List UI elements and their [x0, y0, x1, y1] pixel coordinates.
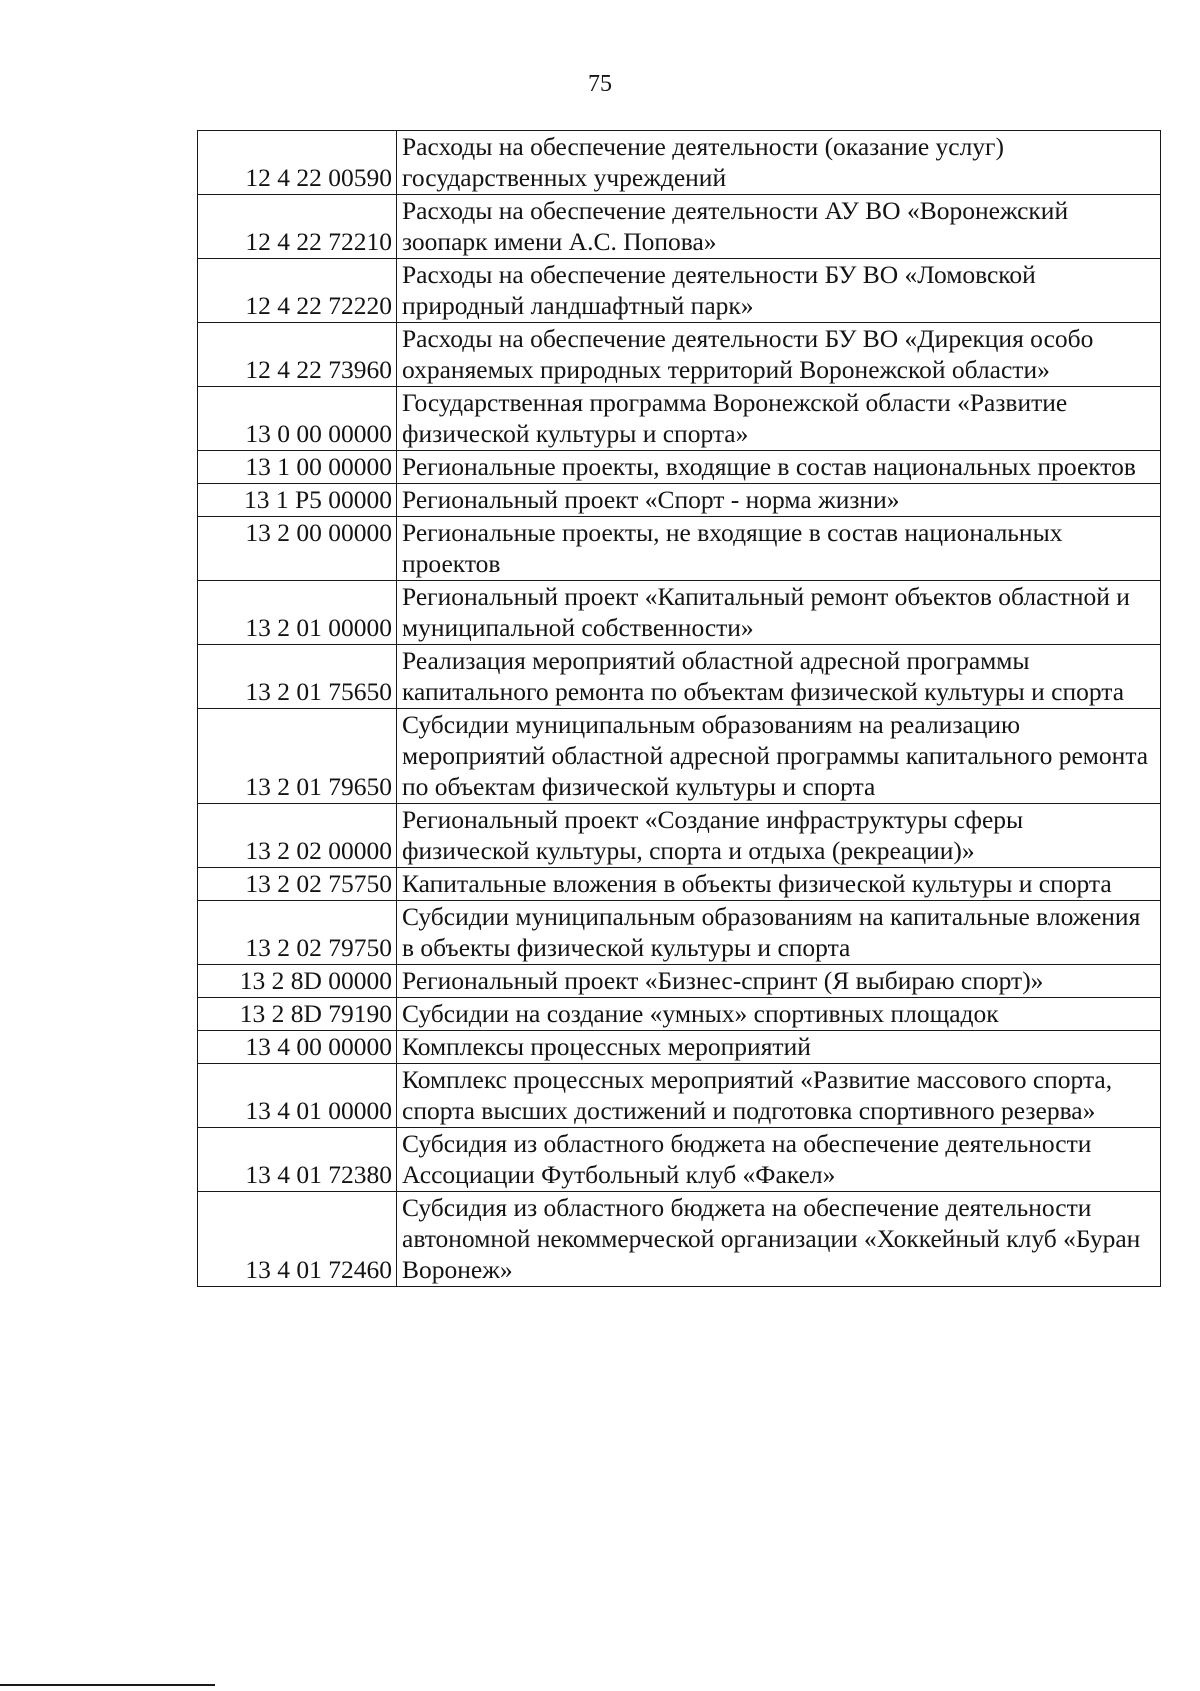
table-row — [198, 965, 1161, 998]
code-cell: 13 2 02 75750 — [198, 868, 397, 901]
description-cell: Капитальные вложения в объекты физической культуры и спорта — [397, 868, 1161, 901]
table-row — [198, 131, 1161, 195]
description-cell: Субсидия из областного бюджета на обеспечение деятельности Ассоциации Футбольный клуб «Факел» — [397, 1128, 1161, 1192]
table-row — [198, 323, 1161, 387]
code-cell: 13 1 00 00000 — [198, 451, 397, 484]
description-cell: Региональный проект «Спорт - норма жизни» — [397, 484, 1161, 517]
code-cell: 13 2 01 79650 — [198, 709, 397, 804]
description-cell: Региональный проект «Бизнес-спринт (Я выбираю спорт)» — [397, 965, 1161, 998]
table-body — [198, 131, 1161, 1287]
description-cell: Региональный проект «Капитальный ремонт объектов областной и муниципальной собственности» — [397, 581, 1161, 645]
code-cell: 13 2 01 75650 — [198, 645, 397, 709]
code-cell: 13 2 02 00000 — [198, 804, 397, 868]
description-cell: Региональные проекты, не входящие в состав национальных проектов — [397, 517, 1161, 581]
page-number: 75 — [588, 71, 612, 97]
table-row — [198, 195, 1161, 259]
table-row — [198, 581, 1161, 645]
description-cell: Субсидия из областного бюджета на обеспечение деятельности автономной некоммерческой организации «Хоккейный клуб «Буран Воронеж» — [397, 1192, 1161, 1287]
table-row — [198, 645, 1161, 709]
code-cell: 13 2 00 00000 — [198, 517, 397, 581]
description-cell: Региональные проекты, входящие в состав национальных проектов — [397, 451, 1161, 484]
table-row — [198, 484, 1161, 517]
description-cell: Расходы на обеспечение деятельности (оказание услуг) государственных учреждений — [397, 131, 1161, 195]
code-cell: 12 4 22 00590 — [198, 131, 397, 195]
code-cell: 12 4 22 72210 — [198, 195, 397, 259]
code-cell: 13 2 01 00000 — [198, 581, 397, 645]
description-cell: Расходы на обеспечение деятельности АУ ВО «Воронежский зоопарк имени А.С. Попова» — [397, 195, 1161, 259]
description-cell: Комплекс процессных мероприятий «Развитие массового спорта, спорта высших достижений и подготовка спортивного резерва» — [397, 1064, 1161, 1128]
code-cell: 13 4 01 72460 — [198, 1192, 397, 1287]
table-row — [198, 1128, 1161, 1192]
table-row — [198, 1031, 1161, 1064]
code-cell: 13 2 8D 79190 — [198, 998, 397, 1031]
description-cell: Региональный проект «Создание инфраструктуры сферы физической культуры, спорта и отдыха (рекреации)» — [397, 804, 1161, 868]
table-row — [198, 1192, 1161, 1287]
table-row — [198, 451, 1161, 484]
code-cell: 12 4 22 72220 — [198, 259, 397, 323]
table-row — [198, 1064, 1161, 1128]
code-cell: 13 1 P5 00000 — [198, 484, 397, 517]
description-cell: Расходы на обеспечение деятельности БУ ВО «Дирекция особо охраняемых природных территорий Воронежской области» — [397, 323, 1161, 387]
code-cell: 13 4 01 00000 — [198, 1064, 397, 1128]
description-cell: Государственная программа Воронежской области «Развитие физической культуры и спорта» — [397, 387, 1161, 451]
code-cell: 13 4 00 00000 — [198, 1031, 397, 1064]
table-row — [198, 709, 1161, 804]
table-row — [198, 387, 1161, 451]
description-cell: Расходы на обеспечение деятельности БУ ВО «Ломовской природный ландшафтный парк» — [397, 259, 1161, 323]
code-cell: 13 4 01 72380 — [198, 1128, 397, 1192]
description-cell: Субсидии на создание «умных» спортивных площадок — [397, 998, 1161, 1031]
footer-rule — [0, 1684, 215, 1686]
table-row — [198, 868, 1161, 901]
description-cell: Комплексы процессных мероприятий — [397, 1031, 1161, 1064]
code-cell: 13 2 02 79750 — [198, 901, 397, 965]
description-cell: Субсидии муниципальным образованиям на капитальные вложения в объекты физической культуры и спорта — [397, 901, 1161, 965]
code-cell: 12 4 22 73960 — [198, 323, 397, 387]
code-cell: 13 2 8D 00000 — [198, 965, 397, 998]
description-cell: Реализация мероприятий областной адресной программы капитального ремонта по объектам физической культуры и спорта — [397, 645, 1161, 709]
description-cell: Субсидии муниципальным образованиям на реализацию мероприятий областной адресной программы капитального ремонта по объектам физической культуры и спорта — [397, 709, 1161, 804]
table-row — [198, 804, 1161, 868]
table-row — [198, 517, 1161, 581]
table-row — [198, 259, 1161, 323]
code-cell: 13 0 00 00000 — [198, 387, 397, 451]
table-row — [198, 998, 1161, 1031]
budget-code-table — [197, 130, 1161, 1287]
table-row — [198, 901, 1161, 965]
